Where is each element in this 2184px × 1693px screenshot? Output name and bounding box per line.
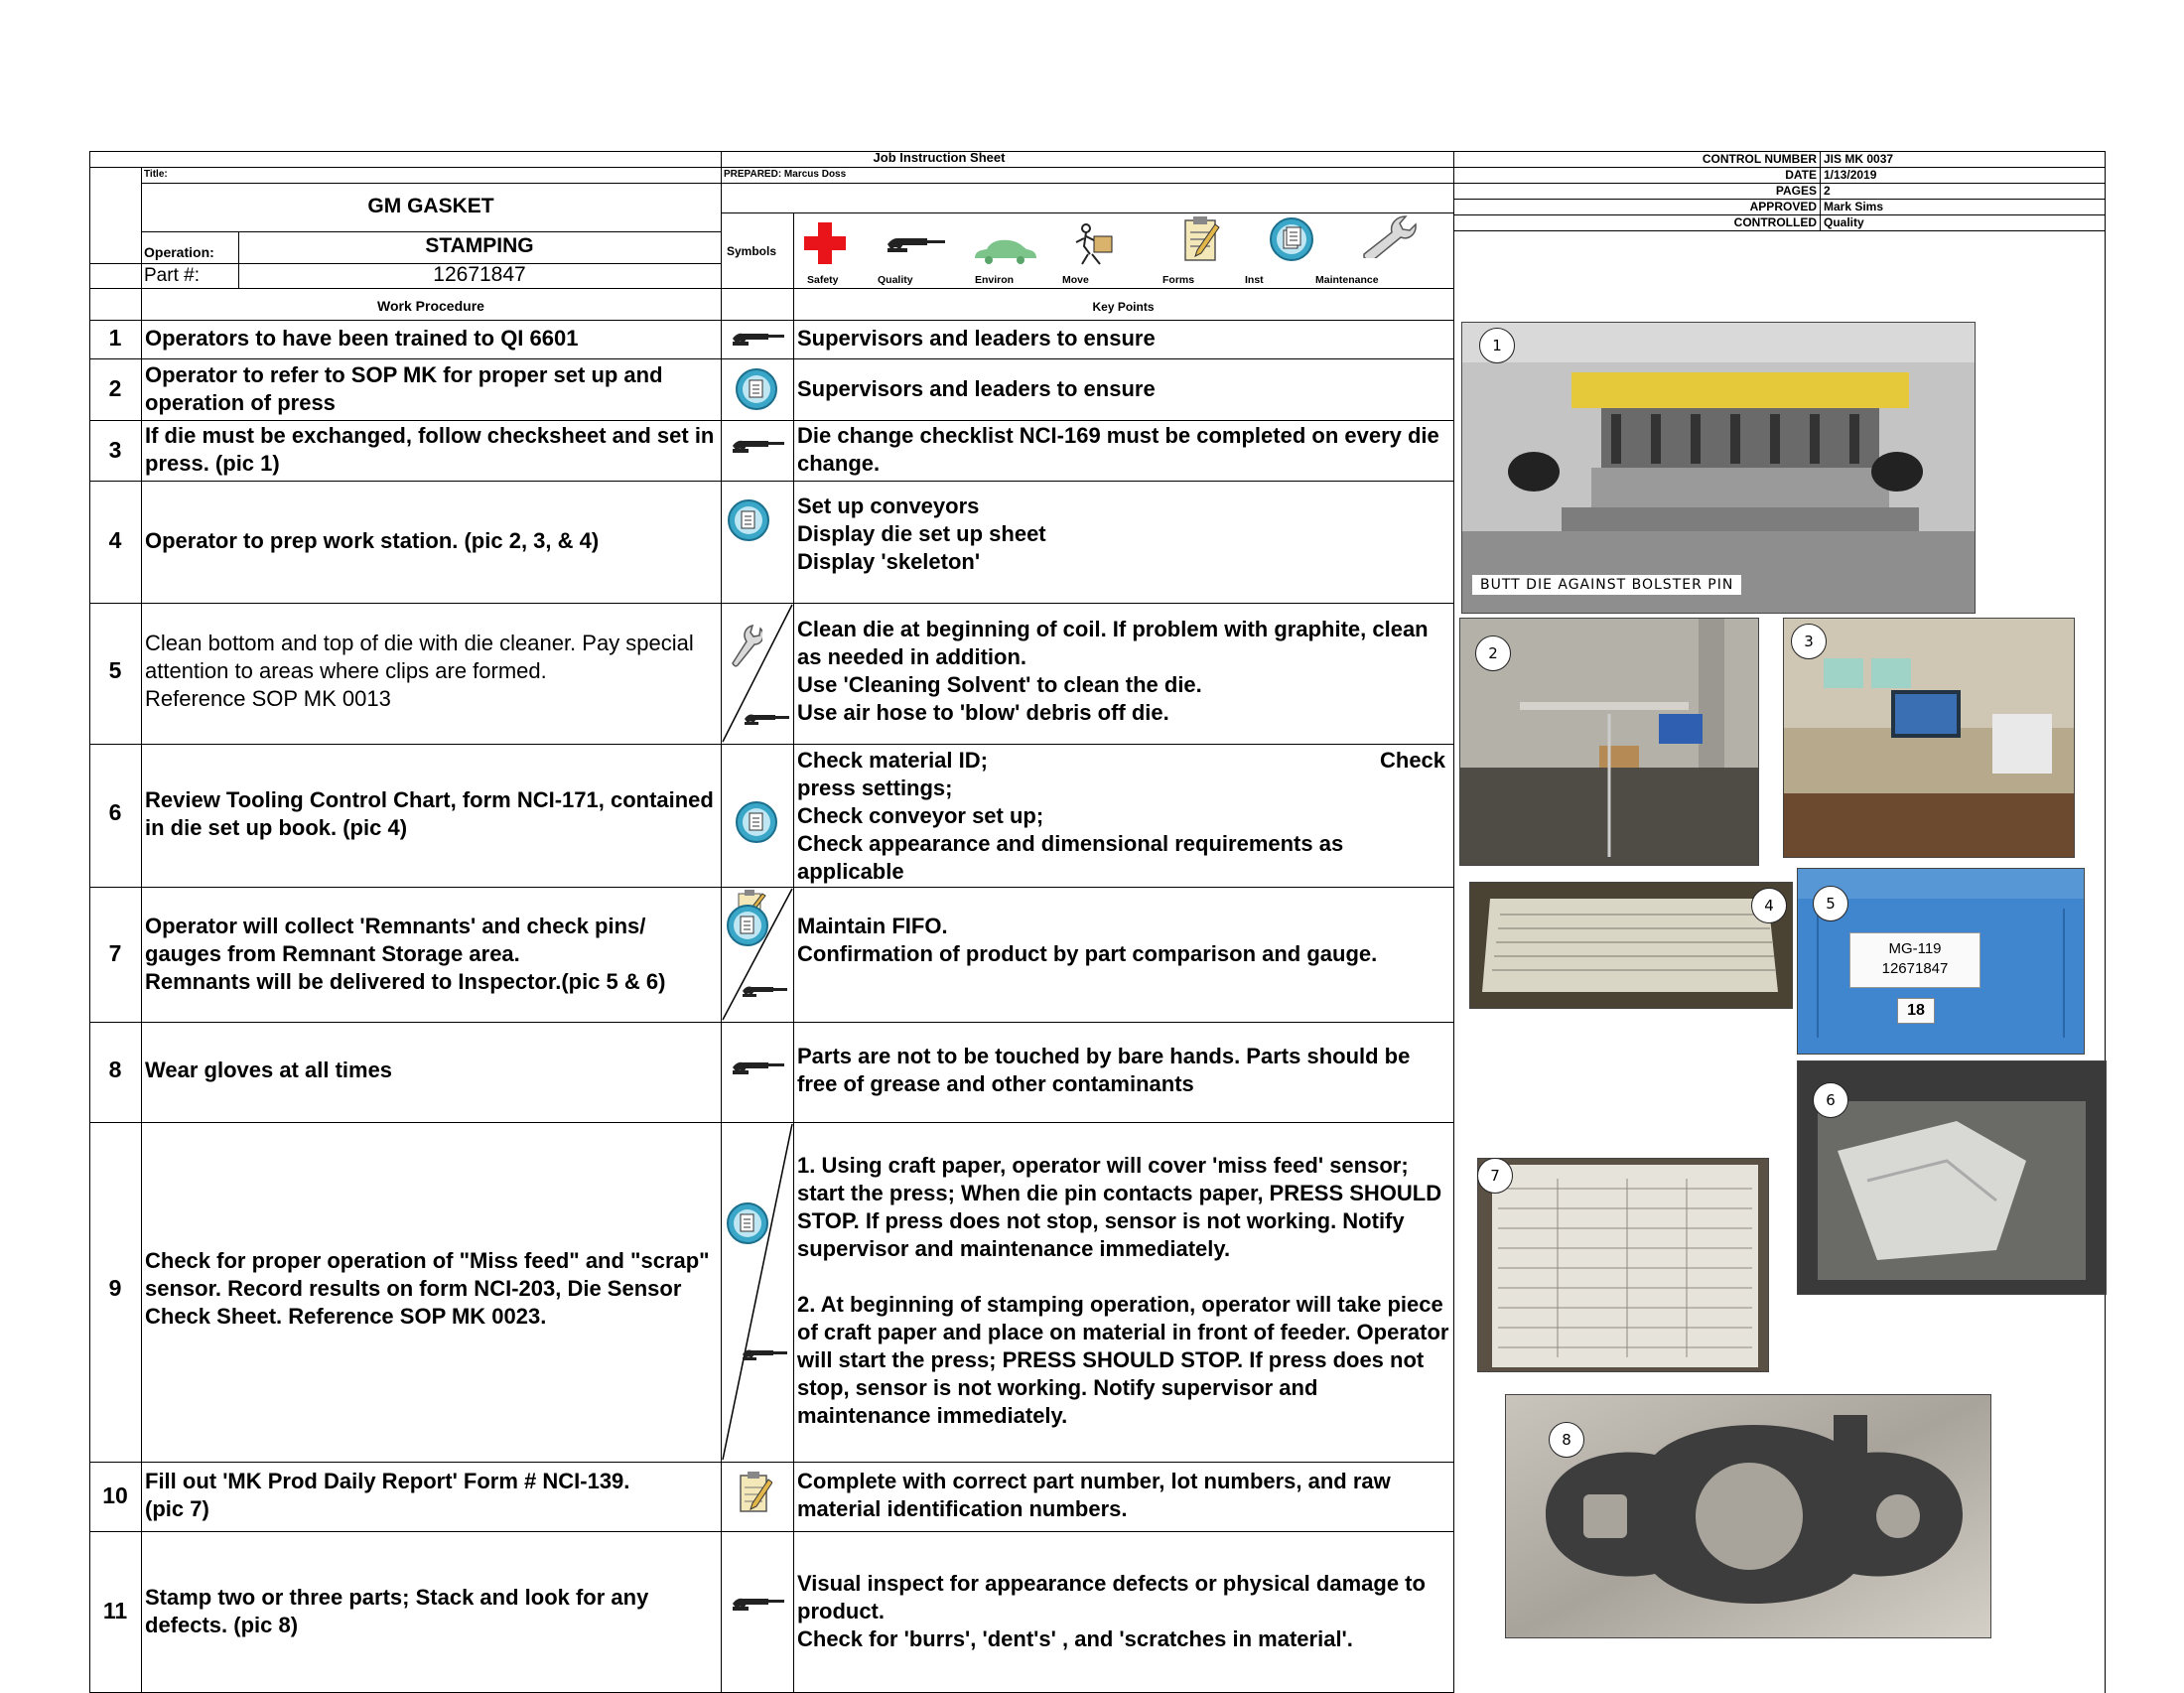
date-label: DATE — [1785, 168, 1817, 182]
operation-label: Operation: — [144, 244, 214, 260]
photo-7 — [1477, 1158, 1769, 1372]
photo-1-caption: BUTT DIE AGAINST BOLSTER PIN — [1472, 575, 1741, 595]
photo-badge: 5 — [1813, 886, 1848, 921]
diagonal-divider — [721, 1122, 794, 1462]
key-points-header: Key Points — [1092, 300, 1155, 314]
bin-label-line1: MG-119 — [1888, 940, 1942, 957]
approved-label: APPROVED — [1749, 200, 1817, 213]
step-number: 10 — [102, 1482, 128, 1508]
bin-label-line2: 12671847 — [1881, 960, 1949, 977]
step-number: 3 — [108, 437, 122, 463]
move-icon — [1074, 222, 1116, 266]
step-key-points: 1. Using craft paper, operator will cover 'miss feed' sensor; start the press; When die pin contacts paper, PRESS SHOULD STOP. If press does not stop, sensor is not working. Notify supervisor and maintenance immediately. 2. At beginning of stamping operation, operator will take piece of craft paper and place on material in front of feeder. Operator will start the press; PRESS SHOULD STOP. If press does not stop, sensor is not working. Notify supervisor and maintenance immediately. — [797, 1153, 1449, 1428]
quality-icon — [882, 232, 949, 266]
step-key-points: Visual inspect for appearance defects or physical damage to product. Check for 'burrs', 'dent's' , and 'scratches in material'. — [797, 1571, 1426, 1651]
step-key-points: Complete with correct part number, lot numbers, and raw material identification numbers. — [797, 1469, 1391, 1521]
legend-maintenance: Maintenance — [1315, 274, 1379, 286]
instruction-icon — [1269, 216, 1314, 262]
quality-icon — [731, 328, 786, 353]
step-key-points: Check material ID; press settings; Check conveyor set up; Check appearance and dimensional requirements as applicable — [797, 748, 1344, 884]
bin-label — [1849, 932, 1980, 988]
maintenance-icon — [1358, 214, 1418, 258]
document-title: GM GASKET — [367, 195, 494, 217]
photo-4 — [1469, 882, 1793, 1009]
instruction-icon — [726, 1201, 769, 1245]
instruction-icon — [735, 800, 778, 844]
control-number-value: JIS MK 0037 — [1824, 152, 1894, 166]
sheet-title: Job Instruction Sheet — [873, 150, 1006, 165]
photo-badge: 8 — [1549, 1422, 1584, 1458]
step-procedure: Operator to prep work station. (pic 2, 3, & 4) — [145, 528, 600, 553]
control-number-label: CONTROL NUMBER — [1702, 152, 1817, 166]
photo-1 — [1461, 322, 1976, 614]
forms-icon — [1181, 214, 1221, 262]
quality-icon — [741, 981, 790, 1005]
step-procedure: Operator will collect 'Remnants' and check pins/ gauges from Remnant Storage area. Remnants will be delivered to Inspector.(pic 5 & 6) — [145, 914, 666, 994]
instruction-icon — [735, 367, 778, 411]
step-number: 1 — [108, 325, 122, 351]
photo-badge: 7 — [1477, 1158, 1513, 1194]
step-key-points: Supervisors and leaders to ensure — [797, 376, 1156, 401]
step-number: 6 — [108, 799, 122, 825]
step-number: 2 — [108, 375, 122, 401]
quality-icon — [741, 1344, 790, 1368]
step-key-points: Parts are not to be touched by bare hands. Parts should be free of grease and other contaminants — [797, 1044, 1411, 1096]
step-key-points: Die change checklist NCI-169 must be completed on every die change. — [797, 423, 1439, 476]
pages-value: 2 — [1824, 184, 1831, 198]
maintenance-icon — [727, 624, 762, 667]
legend-inst: Inst — [1245, 274, 1264, 286]
photo-4-image — [1470, 883, 1792, 1008]
step-number: 8 — [108, 1057, 122, 1082]
step-procedure: Operator to refer to SOP MK for proper set up and operation of press — [145, 362, 663, 415]
legend-forms: Forms — [1162, 274, 1195, 286]
legend-safety: Safety — [807, 274, 839, 286]
title-label: Title: — [144, 169, 168, 180]
part-number: 12671847 — [433, 263, 526, 286]
step-procedure: If die must be exchanged, follow checksheet and set in press. (pic 1) — [145, 423, 715, 476]
step-procedure: Operators to have been trained to QI 6601 — [145, 326, 579, 351]
step-key-points: Supervisors and leaders to ensure — [797, 326, 1156, 351]
step-procedure: Stamp two or three parts; Stack and look for any defects. (pic 8) — [145, 1585, 649, 1637]
operation-value: STAMPING — [425, 234, 534, 257]
photo-3-image — [1784, 619, 2074, 857]
safety-icon — [802, 220, 848, 266]
part-label: Part #: — [144, 265, 200, 286]
step-number: 9 — [108, 1275, 122, 1301]
symbols-label: Symbols — [727, 244, 777, 258]
step-procedure: Clean bottom and top of die with die cleaner. Pay special attention to areas where clips are formed. Reference SOP MK 0013 — [145, 631, 694, 711]
step-key-points: Set up conveyors Display die set up sheet Display 'skeleton' — [797, 494, 1046, 574]
step-number: 11 — [102, 1598, 128, 1623]
photo-badge: 4 — [1751, 888, 1787, 923]
bin-number: 18 — [1897, 998, 1935, 1024]
environ-icon — [969, 236, 1040, 266]
step-key-points: Maintain FIFO. Confirmation of product by part comparison and gauge. — [797, 914, 1378, 966]
quality-icon — [731, 1057, 786, 1082]
work-procedure-header: Work Procedure — [377, 298, 484, 314]
controlled-label: CONTROLLED — [1733, 215, 1817, 229]
step-number: 4 — [108, 527, 122, 553]
forms-icon — [737, 1470, 772, 1515]
step-procedure: Check for proper operation of "Miss feed" and "scrap" sensor. Record results on form NCI-203, Die Sensor Check Sheet. Reference SOP MK 0023. — [145, 1248, 710, 1329]
quality-icon — [743, 709, 792, 733]
legend-move: Move — [1062, 274, 1089, 286]
step-number: 5 — [108, 657, 122, 683]
quality-icon — [731, 435, 786, 461]
step-procedure: Review Tooling Control Chart, form NCI-171, contained in die set up book. (pic 4) — [145, 787, 714, 840]
controlled-value: Quality — [1824, 215, 1864, 229]
photo-badge: 2 — [1475, 635, 1511, 671]
photo-badge: 3 — [1791, 624, 1827, 659]
photo-7-image — [1478, 1159, 1768, 1371]
step-procedure: Wear gloves at all times — [145, 1058, 393, 1082]
date-value: 1/13/2019 — [1824, 168, 1877, 182]
quality-icon — [731, 1593, 786, 1619]
instruction-icon — [727, 498, 770, 542]
photo-badge: 1 — [1479, 328, 1515, 363]
instruction-icon — [726, 904, 769, 947]
photo-badge: 6 — [1813, 1082, 1848, 1118]
legend-quality: Quality — [878, 274, 913, 286]
step-key-points: Clean die at beginning of coil. If problem with graphite, clean as needed in addition. Use 'Cleaning Solvent' to clean the die. Use air hose to 'blow' debris off die. — [797, 617, 1429, 725]
step-procedure: Fill out 'MK Prod Daily Report' Form # NCI-139. (pic 7) — [145, 1469, 630, 1521]
approved-value: Mark Sims — [1824, 200, 1884, 213]
photo-3 — [1783, 618, 2075, 858]
step-key-points-extra: Check — [1380, 748, 1446, 773]
photo-1-image — [1462, 323, 1975, 613]
prepared-by: PREPARED: Marcus Doss — [724, 169, 847, 180]
step-number: 7 — [108, 940, 122, 966]
legend-environ: Environ — [975, 274, 1015, 286]
pages-label: PAGES — [1775, 184, 1817, 198]
